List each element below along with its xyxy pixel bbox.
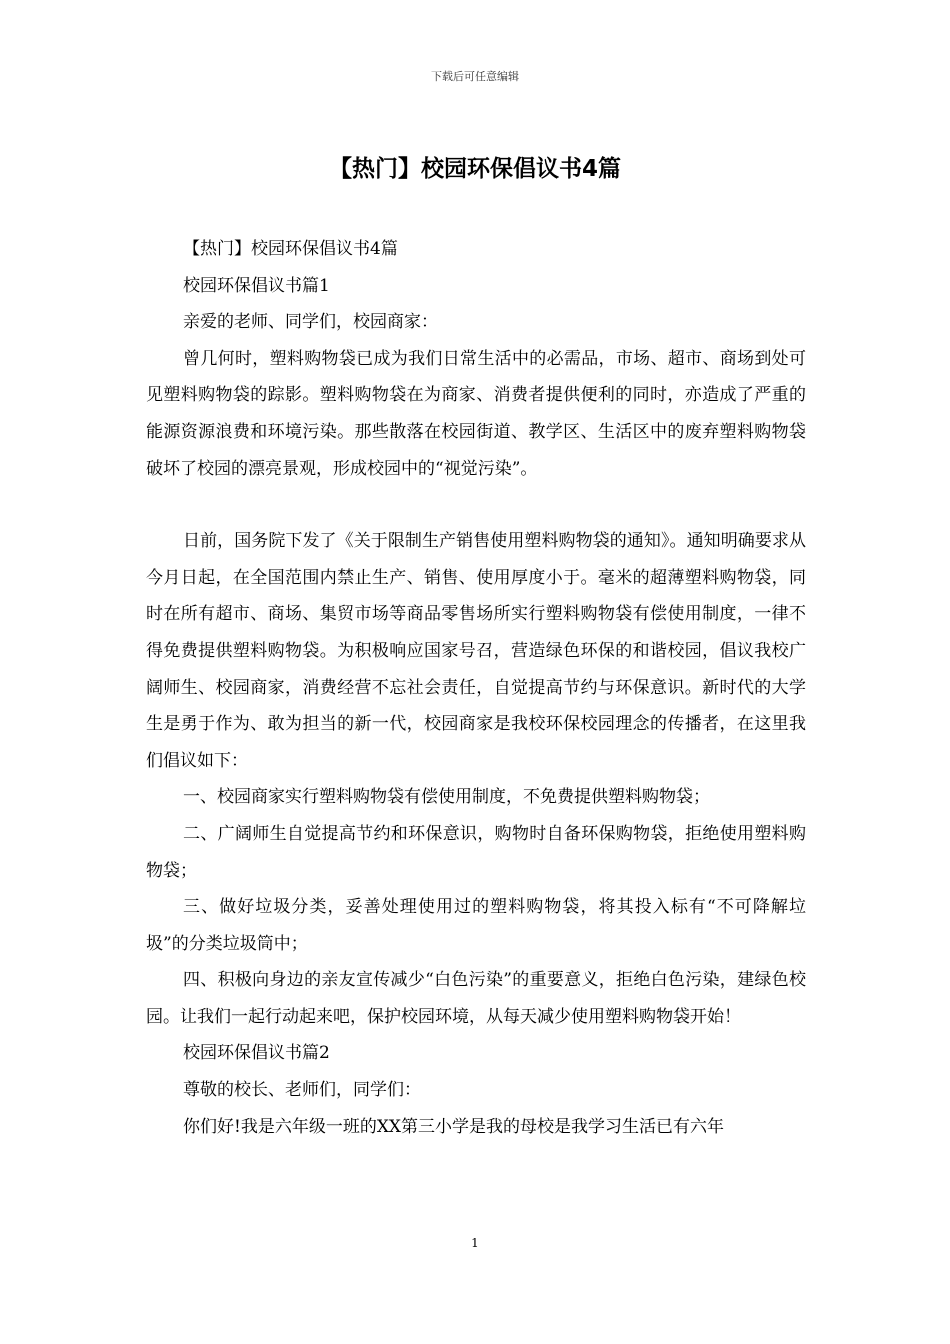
paragraph-list-item: 三、做好垃圾分类，妥善处理使用过的塑料购物袋，将其投入标有“不可降解垃圾”的分类垃圾筒中； [146,897,806,954]
paragraph: 你们好!我是六年级一班的XX第三小学是我的母校是我学习生活已有六年 [183,1116,725,1137]
paragraph: 曾几何时，塑料购物袋已成为我们日常生活中的必需品，市场、超市、商场到处可见塑料购物袋的踪影。塑料购物袋在为商家、消费者提供便利的同时，亦造成了严重的能源资源浪费和环境污染。那些散落在校园街道、教学区、生活区中的废弃塑料购物袋破坏了校园的漂亮景观，形成校园中的“视觉污染”。 [146,348,806,479]
paragraph-section-heading: 校园环保倡议书篇2 [183,1043,330,1064]
document-title: 【热门】校园环保倡议书4篇 [328,156,621,182]
document-body [146,231,806,1145]
paragraph: 日前，国务院下发了《关于限制生产销售使用塑料购物袋的通知》。通知明确要求从今月日起，在全国范围内禁止生产、销售、使用厚度小于。毫米的超薄塑料购物袋，同时在所有超市、商场、集贸市场等商品零售场所实行塑料购物袋有偿使用制度，一律不得免费提供塑料购物袋。为积极响应国家号召，营造绿色环保的和谐校园，倡议我校广阔师生、校园商家，消费经营不忘社会责任，自觉提高节约与环保意识。新时代的大学生是勇于作为、敢为担当的新一代，校园商家是我校环保校园理念的传播者，在这里我们倡议如下： [146,531,806,771]
paragraph-subtitle: 【热门】校园环保倡议书4篇 [183,239,398,259]
page-number: 1 [471,1236,479,1250]
paragraph-list-item: 二、广阔师生自觉提高节约和环保意识，购物时自备环保购物袋，拒绝使用塑料购物袋； [146,823,806,881]
paragraph-section-heading: 校园环保倡议书篇1 [183,275,330,296]
paragraph-list-item: 一、校园商家实行塑料购物袋有偿使用制度，不免费提供塑料购物袋； [183,787,710,808]
page-header-note: 下载后可任意编辑 [431,70,519,83]
paragraph-salutation: 亲爱的老师、同学们，校园商家： [183,312,438,333]
paragraph-salutation: 尊敬的校长、老师们，同学们： [183,1080,421,1101]
paragraph-list-item: 四、积极向身边的亲友宣传减少“白色污染”的重要意义，拒绝白色污染，建绿色校园。让我们一起行动起来吧，保护校园环境，从每天减少使用塑料购物袋开始！ [146,970,806,1027]
